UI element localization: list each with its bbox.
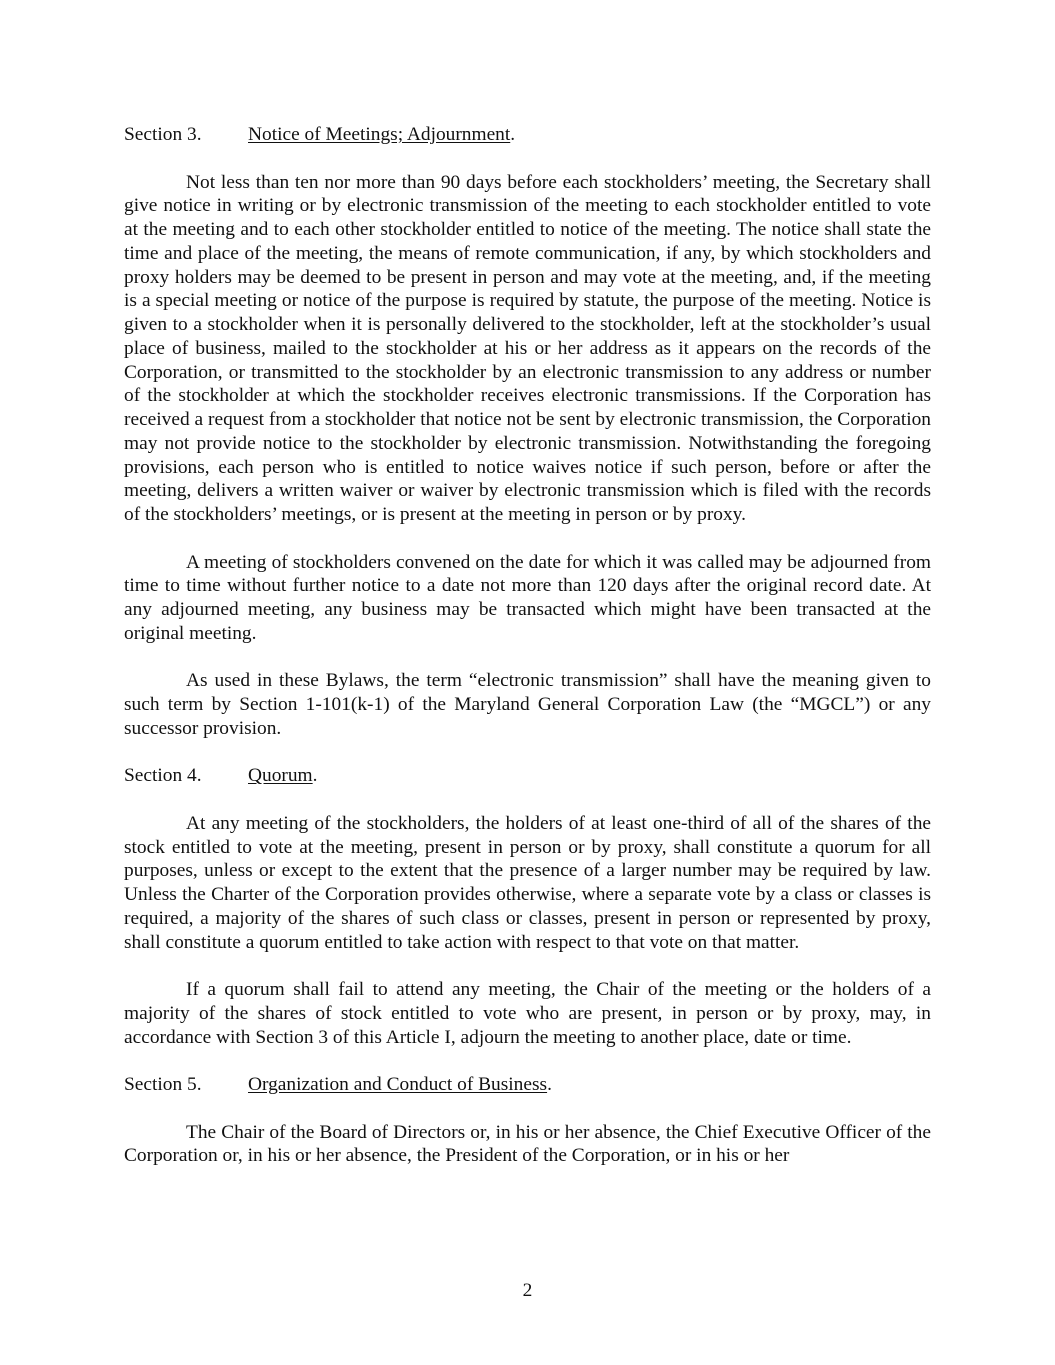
section-number: Section 3. (124, 124, 202, 145)
paragraph: At any meeting of the stockholders, the holders of at least one-third of all of the shares of the stock entitled to vote at the meeting, present in person or by proxy, shall constitute a quorum for all purposes, unless or except to the extent that the presence of a larger number may be required by law. Unless the Charter of the Corporation provides otherwise, where a separate vote by a class or classes is required, a majority of the shares of such class or classes, present in person or represented by proxy, shall constitute a quorum entitled to take action with respect to that vote on that matter. (124, 812, 931, 953)
section-title: Quorum (248, 765, 313, 787)
section-3-heading (124, 123, 931, 147)
document-page (124, 123, 931, 1192)
section-4-heading (124, 764, 931, 788)
section-title-punct: . (547, 1074, 552, 1095)
section-number: Section 4. (124, 765, 202, 787)
section-title: Notice of Meetings; Adjournment (248, 124, 511, 145)
section-title: Organization and Conduct of Business (248, 1074, 548, 1095)
paragraph: The Chair of the Board of Directors or, in his or her absence, the Chief Executive Officer of the Corporation or, in his or her absence, the President of the Corporation, or in his or her (124, 1121, 931, 1167)
section-5-heading (124, 1073, 931, 1097)
paragraph: A meeting of stockholders convened on the date for which it was called may be adjourned from time to time without further notice to a date not more than 120 days after the original record date. At any adjourned meeting, any business may be transacted which might have been transacted at the original meeting. (124, 551, 931, 644)
page-number: 2 (522, 1280, 533, 1301)
paragraph: As used in these Bylaws, the term “electronic transmission” shall have the meaning given to such term by Section 1-101(k-1) of the Maryland General Corporation Law (the “MGCL”) or any successor provision. (124, 670, 931, 739)
paragraph: If a quorum shall fail to attend any meeting, the Chair of the meeting or the holders of a majority of the shares of stock entitled to vote who are present, in person or by proxy, may, in accordance with Section 3 of this Article I, adjourn the meeting to another place, date or time. (124, 979, 931, 1048)
section-title-punct: . (312, 765, 318, 787)
paragraph: Not less than ten nor more than 90 days before each stockholders’ meeting, the Secretary shall give notice in writing or by electronic transmission of the meeting to each stockholder entitled to vote at the meeting and to each other stockholder entitled to notice of the meeting. The notice shall state the time and place of the meeting, the means of remote communication, if any, by which stockholders and proxy holders may be deemed to be present in person and may vote at the meeting, and, if the meeting is a special meeting or notice of the purpose is required by statute, the purpose of the meeting. Notice is given to a stockholder when it is personally delivered to the stockholder, left at the stockholder’s usual place of business, mailed to the stockholder at his or her address as it appears on the records of the Corporation, or transmitted to the stockholder by an electronic transmission to any address or number of the stockholder at which the stockholder receives electronic transmissions. If the Corporation has received a request from a stockholder that notice not be sent by electronic transmission, the Corporation may not provide notice to the stockholder by electronic transmission. Notwithstanding the foregoing provisions, each person who is entitled to notice waives notice if such person, before or after the meeting, delivers a written waiver or waiver by electronic transmission which is filed with the records of the stockholders’ meetings, or is present at the meeting in person or by proxy. (124, 171, 931, 525)
section-number: Section 5. (124, 1074, 202, 1095)
section-title-punct: . (510, 124, 516, 145)
